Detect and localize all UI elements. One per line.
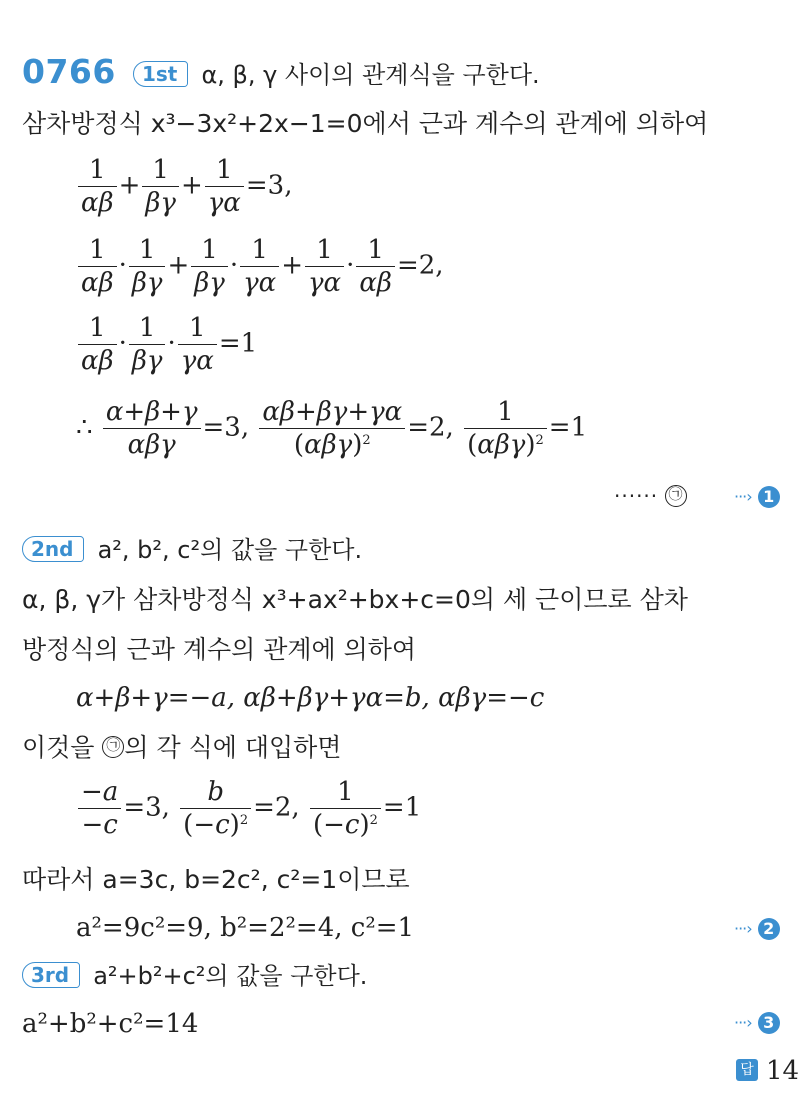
arrow-icon: ···› bbox=[734, 487, 752, 506]
therefore-rhs-3: =1 bbox=[548, 412, 588, 443]
therefore-rhs-1: =3, bbox=[202, 412, 250, 443]
sub-rhs-3: =1 bbox=[382, 792, 422, 823]
subst-prefix: 이것을 bbox=[22, 733, 95, 762]
marker-dots: ······ bbox=[614, 484, 659, 508]
therefore-rhs-2: =2, bbox=[407, 412, 454, 443]
subst-suffix: 의 각 식에 대입하면 bbox=[124, 733, 342, 762]
answer-icon: 답 bbox=[736, 1059, 758, 1081]
substituted-equations: $\frac{-a}{-c}$ =3, $\frac{b}{(-c)^2}$ =2, $\frac{1}{(-c)^2}$ =1 bbox=[76, 776, 421, 841]
problem-header bbox=[22, 52, 540, 93]
step-2-header bbox=[22, 532, 362, 568]
giyeok-marker: ㉠ bbox=[665, 485, 687, 507]
sub-rhs-1: =3, bbox=[123, 792, 170, 823]
step-3-badge: 3rd bbox=[22, 962, 80, 988]
step-3-title: a²+b²+c²의 값을 구한다. bbox=[93, 962, 368, 990]
step-marker-2 bbox=[734, 918, 780, 940]
eq2-rhs: =2, bbox=[396, 250, 444, 281]
giyeok-ref: ㉠ bbox=[102, 736, 124, 758]
sub-rhs-2: =2, bbox=[253, 792, 300, 823]
step-1-badge: 1st bbox=[133, 61, 188, 87]
equation-line-2: $\frac{1}{\alpha\beta}$ · $\frac{1}{\beta\gamma}$ + $\frac{1}{\beta\gamma}$ · $\frac{1}{\gamma\alpha}$ + $\frac{1}{\gamma\alpha}$ · $\frac{1}{\alpha\beta}$ =2, bbox=[76, 234, 444, 299]
therefore-text: 따라서 a=3c, b=2c², c²=1이므로 bbox=[22, 865, 410, 894]
step-number-1: 1 bbox=[758, 486, 780, 508]
therefore-line: ∴ $\frac{\alpha+\beta+\gamma}{\text{αβγ}}$ =3, $\frac{\alpha\beta+\beta\gamma+\gamma\alpha}{(\alpha\beta\gamma)^2}$ =2, $\frac{1}{(\alpha\beta\gamma)^2}$ =1 bbox=[76, 397, 588, 460]
step-number-2: 2 bbox=[758, 918, 780, 940]
vieta-line: α+β+γ=−a, αβ+βγ+γα=b, αβγ=−c bbox=[76, 683, 545, 713]
step-1-title: α, β, γ 사이의 관계식을 구한다. bbox=[201, 61, 540, 89]
arrow-icon: ···› bbox=[734, 919, 752, 938]
step-number-3: 3 bbox=[758, 1012, 780, 1034]
step-2-title: a², b², c²의 값을 구한다. bbox=[97, 536, 363, 564]
step-marker-3 bbox=[734, 1012, 780, 1034]
eq1-rhs: =3, bbox=[245, 170, 293, 201]
equation-line-3: $\frac{1}{\alpha\beta}$ · $\frac{1}{\beta\gamma}$ · $\frac{1}{\gamma\alpha}$ =1 bbox=[76, 312, 257, 377]
arrow-icon: ···› bbox=[734, 1013, 752, 1032]
step-marker-1 bbox=[734, 486, 780, 508]
answer-row bbox=[736, 1056, 799, 1086]
step-2-text-1: α, β, γ가 삼차방정식 x³+ax²+bx+c=0의 세 근이므로 삼차 bbox=[22, 585, 688, 614]
result-line: a²+b²+c²=14 bbox=[22, 1009, 199, 1039]
substitute-text bbox=[22, 730, 341, 766]
marker-row-1 bbox=[614, 484, 687, 509]
answer-value: 14 bbox=[766, 1056, 800, 1086]
equation-line-1: $\frac{1}{\alpha\beta}$ + $\frac{1}{\beta\gamma}$ + $\frac{1}{\gamma\alpha}$ =3, bbox=[76, 154, 292, 219]
values-line: a²=9c²=9, b²=2²=4, c²=1 bbox=[76, 913, 415, 943]
step-2-text-2: 방정식의 근과 계수의 관계에 의하여 bbox=[22, 635, 417, 664]
intro-text: 삼차방정식 x³−3x²+2x−1=0에서 근과 계수의 관계에 의하여 bbox=[22, 109, 709, 138]
problem-number: 0766 bbox=[22, 52, 116, 91]
step-2-badge: 2nd bbox=[22, 536, 84, 562]
step-3-header bbox=[22, 958, 367, 994]
eq3-rhs: =1 bbox=[218, 328, 258, 359]
